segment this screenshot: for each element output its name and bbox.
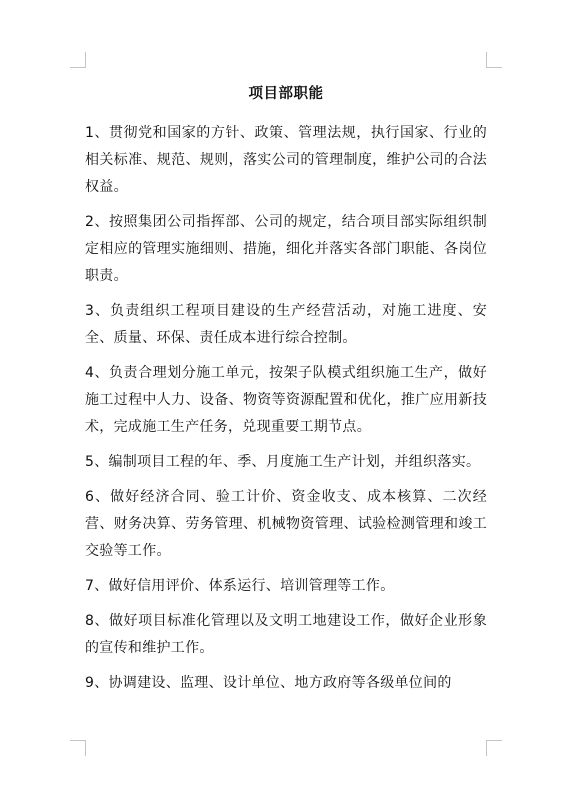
- page-corner-mark-top-left: [70, 52, 86, 68]
- paragraph-2: 2、按照集团公司指挥部、公司的规定，结合项目部实际组织制定相应的管理实施细则、措施，细化并落实各部门职能、各岗位职责。: [85, 214, 487, 284]
- paragraph-3: 3、负责组织工程项目建设的生产经营活动，对施工进度、安全、质量、环保、责任成本进行综合控制。: [85, 303, 487, 346]
- paragraph-4: 4、负责合理划分施工单元，按架子队模式组织施工生产，做好施工过程中人力、设备、物资等资源配置和优化，推广应用新技术，完成施工生产任务，兑现重要工期节点。: [85, 365, 487, 435]
- page-corner-mark-bottom-right: [486, 740, 502, 756]
- paragraph-5: 5、编制项目工程的年、季、月度施工生产计划，并组织落实。: [85, 454, 481, 470]
- paragraph-7: 7、做好信用评价、体系运行、培训管理等工作。: [85, 578, 395, 594]
- document-body: [85, 84, 487, 705]
- page-corner-mark-bottom-left: [70, 740, 86, 756]
- document-title: 项目部职能: [248, 86, 324, 102]
- page-corner-mark-top-right: [486, 52, 502, 68]
- paragraph-9: 9、协调建设、监理、设计单位、地方政府等各级单位间的: [85, 675, 452, 691]
- paragraph-1: 1、贯彻党和国家的方针、政策、管理法规，执行国家、行业的相关标准、规范、规则，落实公司的管理制度，维护公司的合法权益。: [85, 125, 487, 195]
- paragraph-8: 8、做好项目标准化管理以及文明工地建设工作，做好企业形象的宣传和维护工作。: [85, 613, 487, 656]
- paragraph-6: 6、做好经济合同、验工计价、资金收支、成本核算、二次经营、财务决算、劳务管理、机械物资管理、试验检测管理和竣工交验等工作。: [85, 489, 487, 559]
